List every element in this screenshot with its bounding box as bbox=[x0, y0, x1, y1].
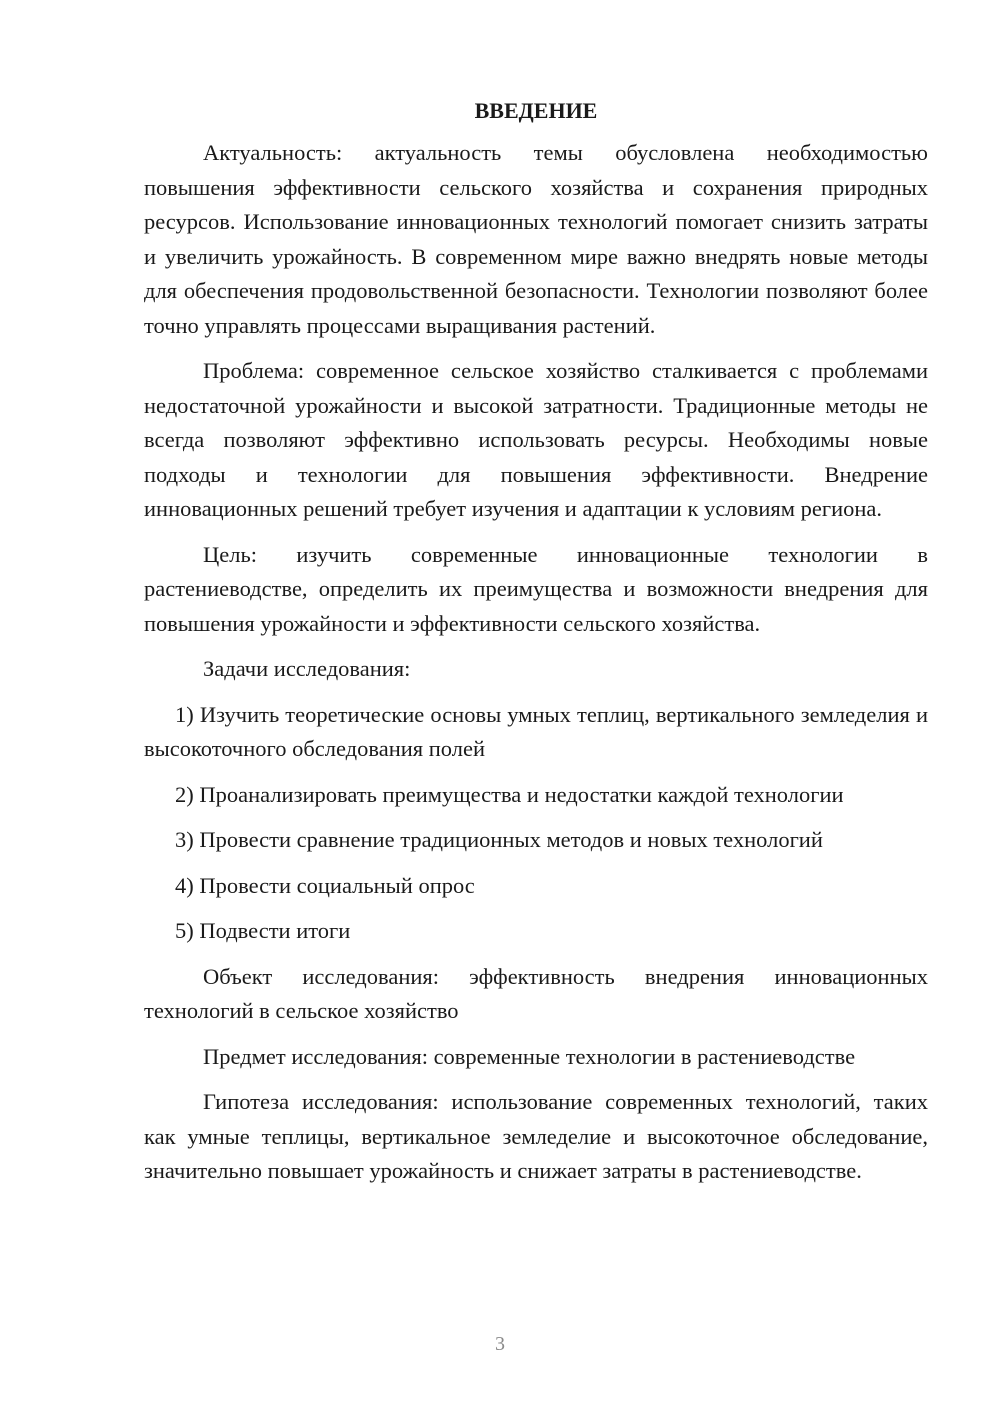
paragraph-relevance: Актуальность: актуальность темы обусловлена необходимостью повышения эффективности сельского хозяйства и сохранения природных ресурсов. Использование инновационных технологий помогает снизить затраты и увеличить урожайность. В современном мире важно внедрять новые методы для обеспечения продовольственной безопасности. Технологии позволяют более точно управлять процессами выращивания растений. bbox=[144, 140, 928, 338]
paragraph-hypothesis: Гипотеза исследования: использование современных технологий, таких как умные теплицы, вертикальное земледелие и высокоточное обследование, значительно повышает урожайность и снижает затраты в растениеводстве. bbox=[144, 1089, 928, 1183]
page-content bbox=[144, 96, 928, 1200]
paragraph-problem: Проблема: современное сельское хозяйство сталкивается с проблемами недостаточной урожайности и высокой затратности. Традиционные методы не всегда позволяют эффективно использовать ресурсы. Необходимы новые подходы и технологии для повышения эффективности. Внедрение инновационных решений требует изучения и адаптации к условиям региона. bbox=[144, 358, 928, 521]
task-item-2: 2) Проанализировать преимущества и недостатки каждой технологии bbox=[175, 781, 844, 807]
page-title: ВВЕДЕНИЕ bbox=[474, 98, 598, 123]
paragraph-subject: Предмет исследования: современные технологии в растениеводстве bbox=[203, 1043, 856, 1069]
tasks-heading: Задачи исследования: bbox=[203, 656, 411, 681]
paragraph-goal: Цель: изучить современные инновационные технологии в растениеводстве, определить их преимущества и возможности внедрения для повышения урожайности и эффективности сельского хозяйства. bbox=[144, 541, 928, 636]
task-item-5: 5) Подвести итоги bbox=[175, 918, 351, 943]
paragraph-object: Объект исследования: эффективность внедрения инновационных технологий в сельское хозяйство bbox=[144, 963, 928, 1023]
task-item-1: 1) Изучить теоретические основы умных теплиц, вертикального земледелия и высокоточного обследования полей bbox=[144, 701, 928, 761]
task-item-3: 3) Провести сравнение традиционных методов и новых технологий bbox=[175, 827, 823, 852]
task-item-4: 4) Провести социальный опрос bbox=[175, 872, 475, 898]
page-number: 3 bbox=[495, 1333, 505, 1355]
